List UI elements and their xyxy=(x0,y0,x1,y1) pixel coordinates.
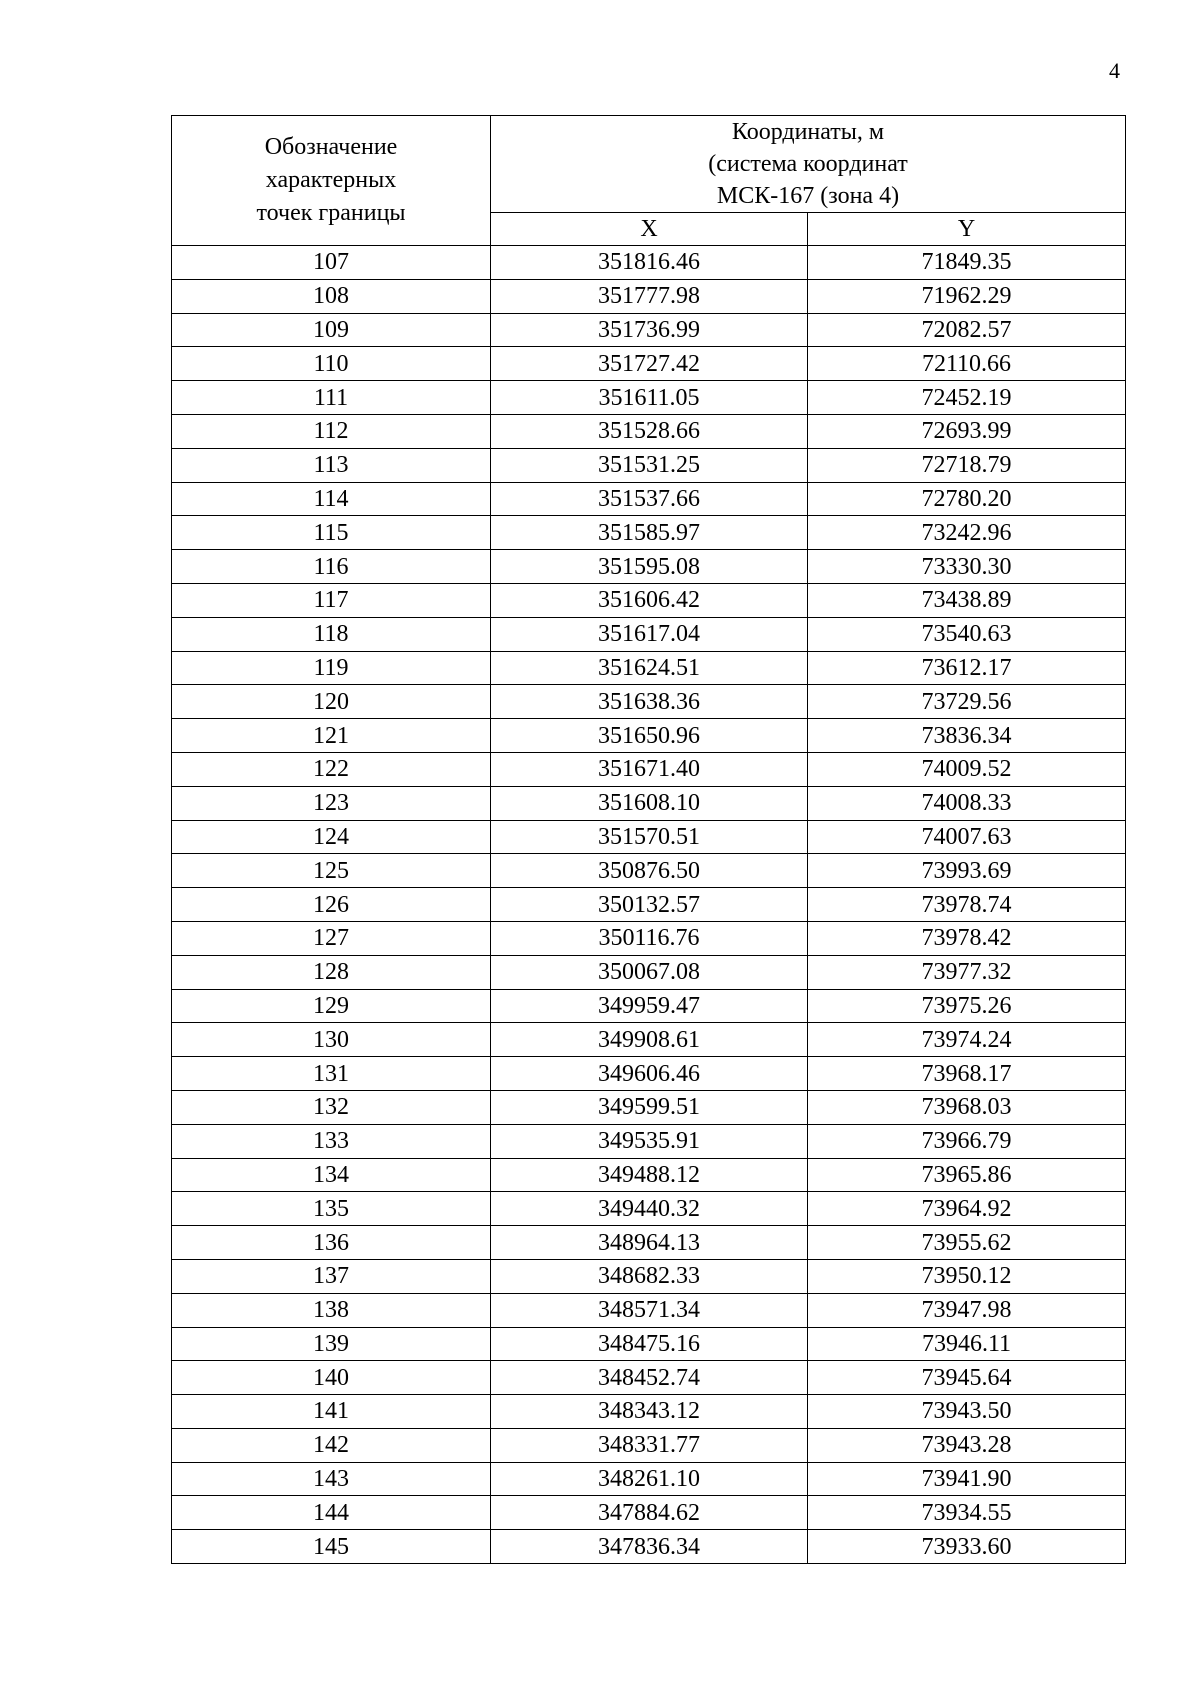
cell-point-id: 115 xyxy=(172,516,491,550)
cell-y: 73974.24 xyxy=(808,1023,1126,1057)
cell-x: 351777.98 xyxy=(491,279,808,313)
cell-x: 348682.33 xyxy=(491,1259,808,1293)
cell-point-id: 121 xyxy=(172,719,491,753)
cell-x: 348571.34 xyxy=(491,1293,808,1327)
header-point-line: Обозначение xyxy=(264,134,398,160)
cell-y: 73242.96 xyxy=(808,516,1126,550)
cell-x: 349599.51 xyxy=(491,1090,808,1124)
table-row xyxy=(172,1023,1126,1057)
cell-point-id: 139 xyxy=(172,1327,491,1361)
cell-y: 73978.74 xyxy=(808,888,1126,922)
cell-y: 73612.17 xyxy=(808,651,1126,685)
cell-y: 74007.63 xyxy=(808,820,1126,854)
cell-point-id: 145 xyxy=(172,1530,491,1564)
cell-point-id: 124 xyxy=(172,820,491,854)
table-row xyxy=(172,719,1126,753)
cell-point-id: 133 xyxy=(172,1124,491,1158)
cell-y: 73968.17 xyxy=(808,1057,1126,1091)
cell-point-id: 109 xyxy=(172,313,491,347)
cell-x: 351736.99 xyxy=(491,313,808,347)
header-coords-line: Координаты, м xyxy=(731,119,885,145)
cell-y: 72780.20 xyxy=(808,482,1126,516)
table-row xyxy=(172,820,1126,854)
cell-point-id: 136 xyxy=(172,1226,491,1260)
table-row xyxy=(172,921,1126,955)
cell-y: 73978.42 xyxy=(808,921,1126,955)
cell-point-id: 137 xyxy=(172,1259,491,1293)
table-row xyxy=(172,516,1126,550)
table-row xyxy=(172,1259,1126,1293)
cell-x: 351650.96 xyxy=(491,719,808,753)
table-row xyxy=(172,752,1126,786)
cell-point-id: 144 xyxy=(172,1496,491,1530)
cell-point-id: 135 xyxy=(172,1192,491,1226)
cell-y: 73964.92 xyxy=(808,1192,1126,1226)
header-point-designation xyxy=(172,116,491,246)
cell-y: 73950.12 xyxy=(808,1259,1126,1293)
cell-y: 72452.19 xyxy=(808,381,1126,415)
cell-x: 348331.77 xyxy=(491,1428,808,1462)
cell-x: 350067.08 xyxy=(491,955,808,989)
cell-point-id: 111 xyxy=(172,381,491,415)
cell-x: 351528.66 xyxy=(491,414,808,448)
cell-y: 72082.57 xyxy=(808,313,1126,347)
cell-x: 351570.51 xyxy=(491,820,808,854)
cell-y: 73729.56 xyxy=(808,685,1126,719)
header-x: X xyxy=(491,213,808,246)
cell-x: 351537.66 xyxy=(491,482,808,516)
cell-point-id: 131 xyxy=(172,1057,491,1091)
cell-y: 73943.50 xyxy=(808,1395,1126,1429)
cell-point-id: 130 xyxy=(172,1023,491,1057)
cell-y: 73947.98 xyxy=(808,1293,1126,1327)
table-row xyxy=(172,786,1126,820)
cell-x: 349908.61 xyxy=(491,1023,808,1057)
cell-x: 351611.05 xyxy=(491,381,808,415)
table-row xyxy=(172,482,1126,516)
cell-y: 71849.35 xyxy=(808,246,1126,280)
table-row xyxy=(172,381,1126,415)
header-point-line: точек границы xyxy=(256,200,406,226)
cell-y: 72110.66 xyxy=(808,347,1126,381)
cell-y: 73993.69 xyxy=(808,854,1126,888)
cell-point-id: 113 xyxy=(172,448,491,482)
cell-x: 349440.32 xyxy=(491,1192,808,1226)
cell-x: 348261.10 xyxy=(491,1462,808,1496)
cell-x: 350132.57 xyxy=(491,888,808,922)
cell-point-id: 123 xyxy=(172,786,491,820)
cell-y: 73330.30 xyxy=(808,550,1126,584)
table-row xyxy=(172,1192,1126,1226)
cell-x: 351606.42 xyxy=(491,583,808,617)
header-coordinates xyxy=(491,116,1126,213)
cell-point-id: 117 xyxy=(172,583,491,617)
table-row xyxy=(172,888,1126,922)
cell-y: 73933.60 xyxy=(808,1530,1126,1564)
table-row xyxy=(172,448,1126,482)
table-row xyxy=(172,1395,1126,1429)
cell-point-id: 122 xyxy=(172,752,491,786)
cell-x: 351638.36 xyxy=(491,685,808,719)
coordinates-table xyxy=(171,115,1126,1564)
cell-x: 351624.51 xyxy=(491,651,808,685)
cell-x: 347836.34 xyxy=(491,1530,808,1564)
cell-point-id: 143 xyxy=(172,1462,491,1496)
cell-point-id: 118 xyxy=(172,617,491,651)
cell-y: 72718.79 xyxy=(808,448,1126,482)
cell-y: 73934.55 xyxy=(808,1496,1126,1530)
cell-point-id: 138 xyxy=(172,1293,491,1327)
cell-x: 348964.13 xyxy=(491,1226,808,1260)
cell-x: 351608.10 xyxy=(491,786,808,820)
cell-y: 73965.86 xyxy=(808,1158,1126,1192)
cell-x: 351617.04 xyxy=(491,617,808,651)
cell-x: 349535.91 xyxy=(491,1124,808,1158)
cell-x: 349606.46 xyxy=(491,1057,808,1091)
cell-point-id: 110 xyxy=(172,347,491,381)
table-row xyxy=(172,1496,1126,1530)
cell-x: 351585.97 xyxy=(491,516,808,550)
cell-x: 351671.40 xyxy=(491,752,808,786)
cell-y: 71962.29 xyxy=(808,279,1126,313)
cell-point-id: 116 xyxy=(172,550,491,584)
table-row xyxy=(172,1057,1126,1091)
table-row xyxy=(172,550,1126,584)
cell-point-id: 134 xyxy=(172,1158,491,1192)
table-row xyxy=(172,1530,1126,1564)
cell-y: 72693.99 xyxy=(808,414,1126,448)
cell-point-id: 114 xyxy=(172,482,491,516)
cell-y: 73946.11 xyxy=(808,1327,1126,1361)
table-row xyxy=(172,1327,1126,1361)
cell-point-id: 129 xyxy=(172,989,491,1023)
cell-x: 348452.74 xyxy=(491,1361,808,1395)
table-row xyxy=(172,1428,1126,1462)
page-number: 4 xyxy=(1109,58,1120,83)
cell-x: 348343.12 xyxy=(491,1395,808,1429)
cell-point-id: 127 xyxy=(172,921,491,955)
table-row xyxy=(172,955,1126,989)
cell-x: 351531.25 xyxy=(491,448,808,482)
cell-point-id: 126 xyxy=(172,888,491,922)
cell-y: 74008.33 xyxy=(808,786,1126,820)
table-row xyxy=(172,279,1126,313)
cell-y: 73968.03 xyxy=(808,1090,1126,1124)
cell-x: 351595.08 xyxy=(491,550,808,584)
header-point-line: характерных xyxy=(265,167,397,193)
cell-y: 73966.79 xyxy=(808,1124,1126,1158)
cell-y: 73836.34 xyxy=(808,719,1126,753)
table-row xyxy=(172,1361,1126,1395)
header-coords-line: (система координат xyxy=(708,151,908,177)
cell-x: 349488.12 xyxy=(491,1158,808,1192)
table-row xyxy=(172,685,1126,719)
cell-point-id: 132 xyxy=(172,1090,491,1124)
cell-y: 73943.28 xyxy=(808,1428,1126,1462)
cell-x: 351816.46 xyxy=(491,246,808,280)
table-row xyxy=(172,1226,1126,1260)
cell-y: 74009.52 xyxy=(808,752,1126,786)
table-row xyxy=(172,246,1126,280)
cell-x: 350876.50 xyxy=(491,854,808,888)
table-row xyxy=(172,617,1126,651)
cell-y: 73955.62 xyxy=(808,1226,1126,1260)
table-row xyxy=(172,414,1126,448)
cell-y: 73977.32 xyxy=(808,955,1126,989)
cell-x: 347884.62 xyxy=(491,1496,808,1530)
header-y: Y xyxy=(808,213,1126,246)
cell-point-id: 128 xyxy=(172,955,491,989)
cell-point-id: 112 xyxy=(172,414,491,448)
table-row xyxy=(172,347,1126,381)
cell-x: 349959.47 xyxy=(491,989,808,1023)
table-row xyxy=(172,989,1126,1023)
table-row xyxy=(172,1090,1126,1124)
cell-y: 73438.89 xyxy=(808,583,1126,617)
table-row xyxy=(172,854,1126,888)
table-header xyxy=(172,116,1126,246)
header-coords-line: МСК-167 (зона 4) xyxy=(716,183,900,209)
table-row xyxy=(172,583,1126,617)
cell-x: 350116.76 xyxy=(491,921,808,955)
table-row xyxy=(172,651,1126,685)
cell-y: 73941.90 xyxy=(808,1462,1126,1496)
cell-y: 73945.64 xyxy=(808,1361,1126,1395)
table-row xyxy=(172,1124,1126,1158)
cell-x: 348475.16 xyxy=(491,1327,808,1361)
cell-y: 73540.63 xyxy=(808,617,1126,651)
table-row xyxy=(172,1158,1126,1192)
cell-point-id: 108 xyxy=(172,279,491,313)
cell-point-id: 107 xyxy=(172,246,491,280)
cell-point-id: 142 xyxy=(172,1428,491,1462)
table-row xyxy=(172,1293,1126,1327)
table-row xyxy=(172,313,1126,347)
table-body xyxy=(172,246,1126,1564)
cell-point-id: 140 xyxy=(172,1361,491,1395)
cell-point-id: 141 xyxy=(172,1395,491,1429)
cell-point-id: 119 xyxy=(172,651,491,685)
cell-y: 73975.26 xyxy=(808,989,1126,1023)
cell-point-id: 125 xyxy=(172,854,491,888)
table-row xyxy=(172,1462,1126,1496)
cell-point-id: 120 xyxy=(172,685,491,719)
cell-x: 351727.42 xyxy=(491,347,808,381)
